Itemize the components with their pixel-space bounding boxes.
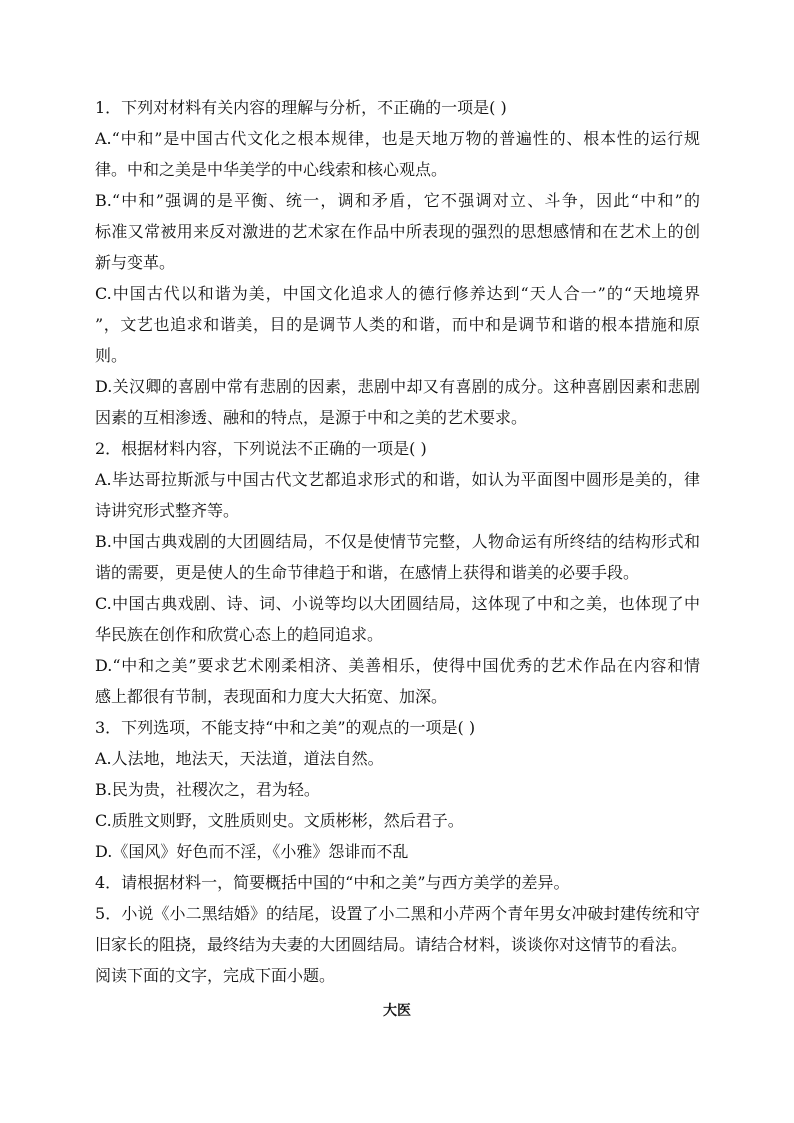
question-3-option-a: A.人法地，地法天，天法道，道法自然。 <box>95 749 384 768</box>
question-3-option-c: C.质胜文则野，文胜质则史。文质彬彬，然后君子。 <box>95 811 464 830</box>
question-1-option-b-line-1: B.“中和”强调的是平衡、统一，调和矛盾，它不强调对立、斗争，因此“中和”的 <box>95 191 700 210</box>
question-1-option-b-line-2: 标准又常被用来反对激进的艺术家在作品中所表现的强烈的思想感情和在艺术上的创 <box>95 222 700 241</box>
question-1-option-d-line-1: D.关汉卿的喜剧中常有悲剧的因素，悲剧中却又有喜剧的成分。这种喜剧因素和悲剧 <box>95 377 700 396</box>
question-2-option-c-line-2: 华民族在创作和欣赏心态上的趋同追求。 <box>95 625 384 644</box>
question-5-stem-line-1: 5．小说《小二黑结婚》的结尾，设置了小二黑和小芹两个青年男女冲破封建传统和守 <box>95 904 700 923</box>
question-1-option-c-line-3: 则。 <box>95 346 128 365</box>
question-3-option-d: D.《国风》好色而不淫，《小雅》怨诽而不乱 <box>95 842 409 861</box>
question-2-option-a-line-2: 诗讲究形式整齐等。 <box>95 501 240 520</box>
question-2-option-d-line-2: 感上都很有节制，表现面和力度大大拓宽、加深。 <box>95 687 448 706</box>
reading-instruction: 阅读下面的文字，完成下面小题。 <box>95 966 336 985</box>
question-1-option-c-line-1: C.中国古代以和谐为美，中国文化追求人的德行修养达到“天人合一”的“天地境界 <box>95 284 700 303</box>
section-title: 大医 <box>383 1003 411 1019</box>
question-2-option-c-line-1: C.中国古典戏剧、诗、词、小说等均以大团圆结局，这体现了中和之美，也体现了中 <box>95 594 700 613</box>
question-2-option-b-line-1: B.中国古典戏剧的大团圆结局，不仅是使情节完整，人物命运有所终结的结构形式和 <box>95 532 700 551</box>
question-1-option-a-line-2: 律。中和之美是中华美学的中心线索和核心观点。 <box>95 160 448 179</box>
question-1-option-d-line-2: 因素的互相渗透、融和的特点，是源于中和之美的艺术要求。 <box>95 408 528 427</box>
question-1-option-b-line-3: 新与变革。 <box>95 253 176 272</box>
question-5-stem-line-2: 旧家长的阻挠，最终结为夫妻的大团圆结局。请结合材料，谈谈你对这情节的看法。 <box>95 935 688 954</box>
question-4-stem: 4．请根据材料一，简要概括中国的“中和之美”与西方美学的差异。 <box>95 873 570 892</box>
question-2-option-d-line-1: D.“中和之美”要求艺术刚柔相济、美善相乐，使得中国优秀的艺术作品在内容和情 <box>95 656 700 675</box>
question-3-option-b: B.民为贵，社稷次之，君为轻。 <box>95 780 320 799</box>
question-1-option-c-line-2: ”，文艺也追求和谐美，目的是调节人类的和谐，而中和是调节和谐的根本措施和原 <box>95 315 700 334</box>
question-1-option-a-line-1: A.“中和”是中国古代文化之根本规律，也是天地万物的普遍性的、根本性的运行规 <box>95 129 700 148</box>
question-2-stem: 2．根据材料内容，下列说法不正确的一项是( ) <box>95 439 427 458</box>
question-text-body <box>95 92 700 991</box>
question-1-stem: 1．下列对材料有关内容的理解与分析，不正确的一项是( ) <box>95 98 507 117</box>
question-3-stem: 3．下列选项，不能支持“中和之美”的观点的一项是( ) <box>95 718 476 737</box>
question-2-option-a-line-1: A.毕达哥拉斯派与中国古代文艺都追求形式的和谐，如认为平面图中圆形是美的，律 <box>95 470 700 489</box>
question-2-option-b-line-2: 谐的需要，更是使人的生命节律趋于和谐，在感情上获得和谐美的必要手段。 <box>95 563 640 582</box>
